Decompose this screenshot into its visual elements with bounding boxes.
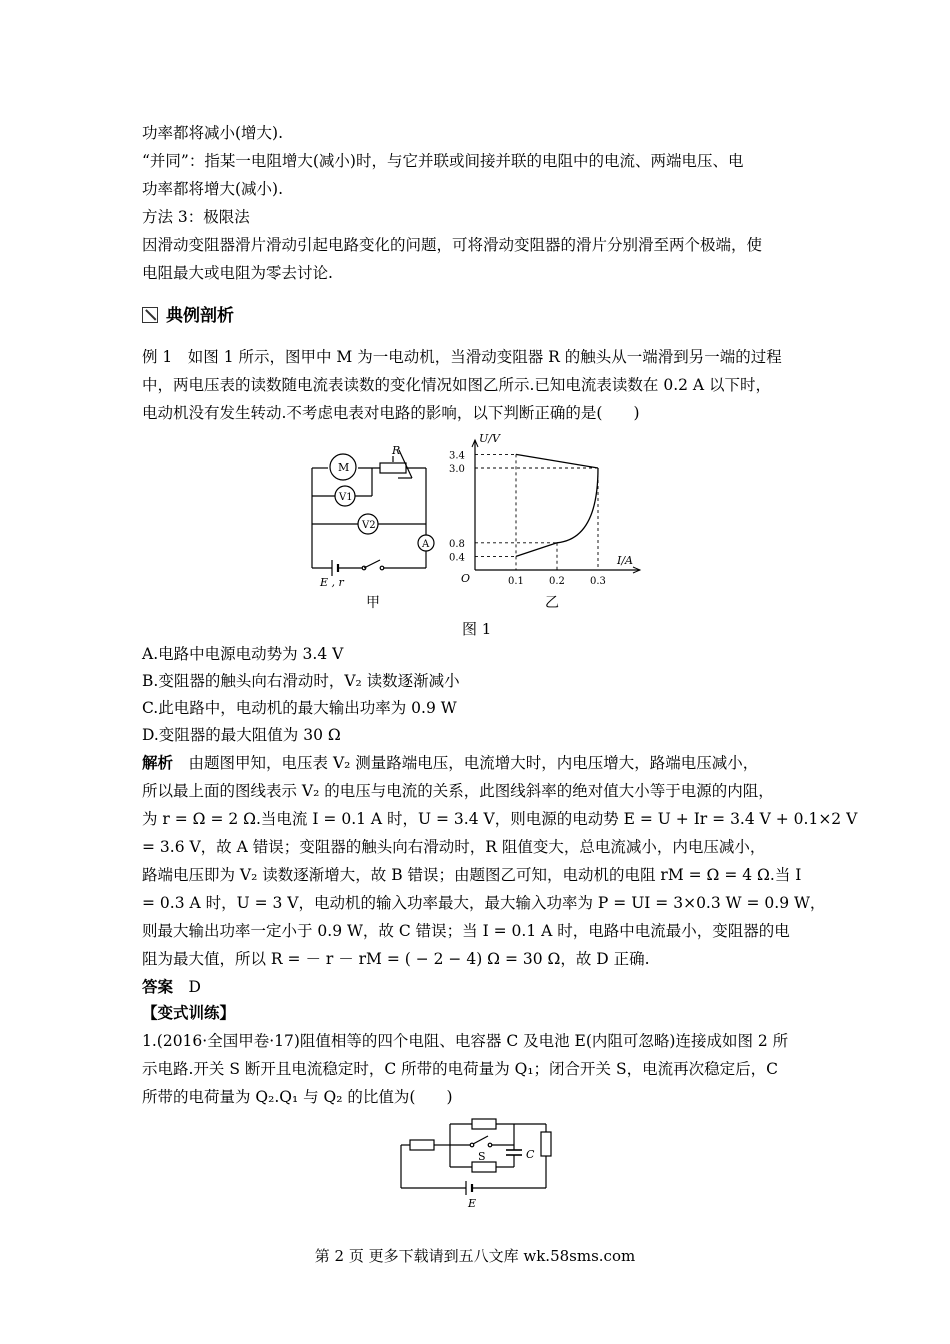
ammeter-label: A (422, 539, 430, 550)
example-line: 中，两电压表的读数随电流表读数的变化情况如图乙所示.已知电流表读数在 0.2 A 以下时， (142, 376, 772, 394)
origin-label: O (461, 572, 471, 585)
switch-label: S (478, 1150, 486, 1163)
text-line: 方法 3：极限法 (142, 208, 250, 226)
figure1-caption: 图 1 (462, 620, 492, 638)
battery-label: E (468, 1197, 477, 1210)
variant-line: 所带的电荷量为 Q₂.Q₁ 与 Q₂ 的比值为( ) (142, 1088, 453, 1106)
series-v1-line (516, 454, 598, 468)
series-v2-curve (516, 468, 598, 556)
text-line: 功率都将增大(减小). (142, 180, 284, 198)
x-tick-label: 0.3 (590, 576, 606, 587)
resistor-label: R (392, 444, 401, 457)
option-c: C.此电路中，电动机的最大输出功率为 0.9 W (142, 699, 457, 717)
analysis-line: = 3.6 V，故 A 错误；变阻器的触头向右滑动时，R 阻值变大，总电流减小，内电压减小， (142, 838, 766, 856)
v1-label: V1 (339, 492, 353, 503)
y-axis-label: U/V (479, 432, 500, 445)
text-line: 电阻最大或电阻为零去讨论. (142, 264, 333, 282)
fig-yi-caption: 乙 (545, 595, 559, 611)
analysis-line: 为 r = Ω = 2 Ω.当电流 I = 0.1 A 时，U = 3.4 V，则电源的电动势 E = U + Ir = 3.4 V + 0.1×2 V (142, 810, 858, 828)
page-footer: 第 2 页 更多下载请到五八文库 wk.58sms.com (314, 1247, 636, 1265)
capacitor-label: C (526, 1148, 535, 1161)
x-tick-label: 0.1 (508, 576, 524, 587)
circuit-diagram-fig2 (398, 1112, 558, 1212)
analysis-line (142, 753, 758, 773)
source-label: E , r (320, 576, 344, 589)
analysis-line: = 0.3 A 时，U = 3 V，电动机的输入功率最大，最大输入功率为 P = UI = 3×0.3 W = 0.9 W， (142, 894, 826, 912)
section-title (142, 301, 234, 326)
analysis-line: 阻为最大值，所以 R = － r － rM = ( − 2 − 4) Ω = 30 Ω，故 D 正确. (142, 950, 650, 968)
motor-label: M (338, 461, 350, 474)
option-d: D.变阻器的最大阻值为 30 Ω (142, 726, 341, 744)
example-line: 例 1 如图 1 所示，图甲中 M 为一电动机，当滑动变阻器 R 的触头从一端滑到另一端的过程 (142, 348, 782, 366)
voltage-current-chart (445, 430, 650, 590)
x-tick-label: 0.2 (549, 576, 565, 587)
section-marker-icon (142, 307, 158, 323)
analysis-line: 路端电压即为 V₂ 读数逐渐增大，故 B 错误；由题图乙可知，电动机的电阻 rM = Ω = 4 Ω.当 I (142, 866, 802, 884)
example-line: 电动机没有发生转动.不考虑电表对电路的影响，以下判断正确的是( ) (142, 404, 640, 422)
text-line: 因滑动变阻器滑片滑动引起电路变化的问题，可将滑动变阻器的滑片分别滑至两个极端，使 (142, 236, 763, 254)
text-line: “并同”：指某一电阻增大(减小)时，与它并联或间接并联的电阻中的电流、两端电压、电 (142, 152, 744, 170)
fig-jia-caption: 甲 (366, 595, 380, 611)
circuit-diagram-jia (300, 440, 450, 590)
y-tick-label: 0.8 (449, 538, 465, 550)
variant-line: 示电路.开关 S 断开且电流稳定时，C 所带的电荷量为 Q₁；闭合开关 S，电流再次稳定后，C (142, 1060, 778, 1078)
option-a: A.电路中电源电动势为 3.4 V (142, 645, 344, 663)
analysis-text: 由题图甲知，电压表 V₂ 测量路端电压，电流增大时，内电压增大，路端电压减小， (173, 754, 759, 772)
x-axis-label: I/A (617, 554, 633, 567)
answer-label: 答案 (142, 977, 174, 996)
y-tick-label: 0.4 (449, 552, 465, 564)
variant-heading: 【变式训练】 (142, 1003, 236, 1022)
analysis-line: 所以最上面的图线表示 V₂ 的电压与电流的关系，此图线斜率的绝对值大小等于电源的内阻， (142, 782, 774, 800)
answer-value: D (188, 978, 201, 996)
text-line: 功率都将减小(增大). (142, 124, 284, 142)
v2-label: V2 (362, 520, 376, 531)
answer-line (142, 977, 201, 997)
y-tick-label: 3.0 (449, 464, 465, 475)
analysis-label: 解析 (142, 753, 174, 772)
section-title-text: 典例剖析 (166, 306, 234, 326)
option-b: B.变阻器的触头向右滑动时，V₂ 读数逐渐减小 (142, 672, 460, 690)
y-tick-label: 3.4 (449, 450, 465, 462)
analysis-line: 则最大输出功率一定小于 0.9 W，故 C 错误；当 I = 0.1 A 时，电路中电流最小，变阻器的电 (142, 922, 790, 940)
variant-line: 1.(2016·全国甲卷·17)阻值相等的四个电阻、电容器 C 及电池 E(内阻可忽略)连接成如图 2 所 (142, 1032, 789, 1050)
